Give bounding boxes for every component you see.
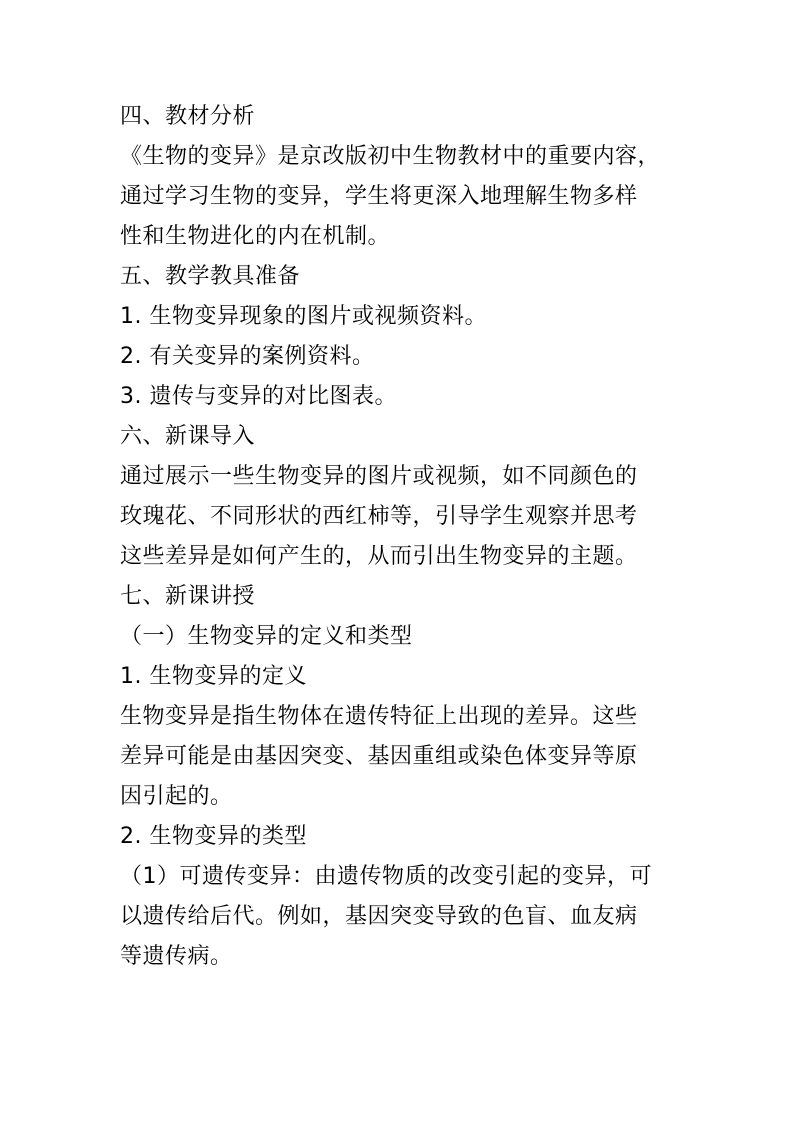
paragraph-line: 通过展示一些生物变异的图片或视频，如不同颜色的 [120, 464, 638, 489]
list-item: 3. 遗传与变异的对比图表。 [120, 384, 397, 409]
paragraph-line: 差异可能是由基因突变、基因重组或染色体变异等原 [120, 744, 638, 769]
paragraph-line: 《生物的变异》是京改版初中生物教材中的重要内容， [120, 144, 661, 169]
paragraph-line: 以遗传给后代。例如，基因突变导致的色盲、血友病 [120, 904, 638, 929]
paragraph-line: 通过学习生物的变异，学生将更深入地理解生物多样 [120, 184, 638, 209]
paragraph-line: 生物变异是指生物体在遗传特征上出现的差异。这些 [120, 704, 638, 729]
heading-section-4: 四、教材分析 [120, 104, 256, 129]
list-item: 1. 生物变异的定义 [120, 664, 307, 689]
list-item: 2. 有关变异的案例资料。 [120, 344, 375, 369]
paragraph-line: 这些差异是如何产生的，从而引出生物变异的主题。 [120, 544, 638, 569]
paragraph-line: 因引起的。 [120, 784, 233, 809]
heading-section-7: 七、新课讲授 [120, 584, 256, 609]
paragraph-line: （1）可遗传变异：由遗传物质的改变引起的变异，可 [120, 864, 652, 889]
paragraph-line: 等遗传病。 [120, 944, 233, 969]
document-page [120, 97, 680, 977]
heading-section-6: 六、新课导入 [120, 424, 256, 449]
paragraph-line: 性和生物进化的内在机制。 [120, 224, 391, 249]
paragraph-line: 玫瑰花、不同形状的西红柿等，引导学生观察并思考 [120, 504, 638, 529]
list-item: 1. 生物变异现象的图片或视频资料。 [120, 304, 487, 329]
subheading: （一）生物变异的定义和类型 [120, 624, 413, 649]
list-item: 2. 生物变异的类型 [120, 824, 307, 849]
heading-section-5: 五、教学教具准备 [120, 264, 301, 289]
